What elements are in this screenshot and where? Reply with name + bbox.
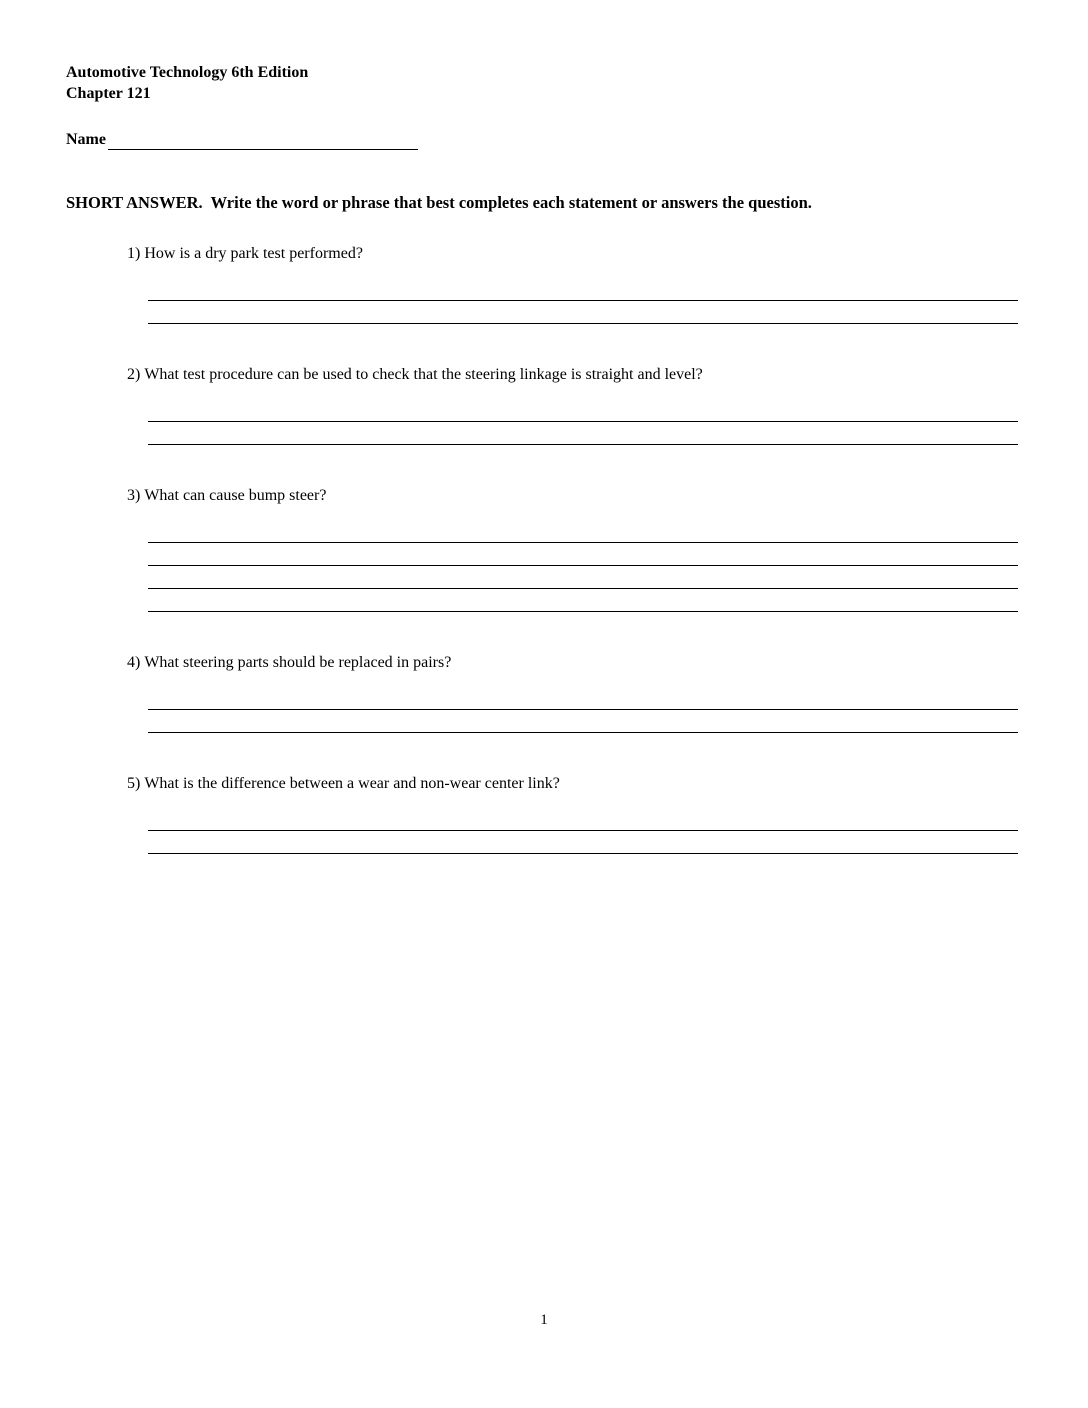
question-text-body: What test procedure can be used to check that the steering linkage is straight and level? xyxy=(144,366,703,383)
answer-line xyxy=(148,278,1018,301)
question-text xyxy=(127,773,1018,794)
question xyxy=(66,364,1018,445)
answer-line xyxy=(148,687,1018,710)
question xyxy=(66,652,1018,733)
answer-line xyxy=(148,422,1018,445)
question xyxy=(66,485,1018,612)
answer-line xyxy=(148,520,1018,543)
question-number: 1) xyxy=(127,245,141,262)
answer-lines xyxy=(148,278,1018,324)
chapter-label: Chapter 121 xyxy=(66,85,151,102)
name-blank-line xyxy=(108,131,418,150)
question-text xyxy=(127,364,1018,385)
answer-line xyxy=(148,566,1018,589)
question-text-body: What steering parts should be replaced in pairs? xyxy=(144,654,452,671)
question-list xyxy=(66,243,1018,854)
answer-line xyxy=(148,399,1018,422)
page-number: 1 xyxy=(540,1312,548,1328)
answer-lines xyxy=(148,687,1018,733)
question-number: 3) xyxy=(127,487,141,504)
answer-line xyxy=(148,301,1018,324)
question xyxy=(66,243,1018,324)
answer-lines xyxy=(148,808,1018,854)
question-text-body: What is the difference between a wear and non-wear center link? xyxy=(144,775,560,792)
question xyxy=(66,773,1018,854)
name-row xyxy=(66,130,1018,150)
answer-line xyxy=(148,543,1018,566)
question-text xyxy=(127,652,1018,673)
answer-lines xyxy=(148,399,1018,445)
question-number: 4) xyxy=(127,654,141,671)
answer-line xyxy=(148,710,1018,733)
question-text xyxy=(127,243,1018,264)
question-text xyxy=(127,485,1018,506)
answer-line xyxy=(148,808,1018,831)
question-text-body: How is a dry park test performed? xyxy=(144,245,363,262)
answer-line xyxy=(148,831,1018,854)
section-heading: SHORT ANSWER. Write the word or phrase that best completes each statement or answers the question. xyxy=(66,193,812,212)
document-title: Automotive Technology 6th Edition xyxy=(66,64,309,81)
question-number: 5) xyxy=(127,775,141,792)
answer-lines xyxy=(148,520,1018,612)
question-number: 2) xyxy=(127,366,141,383)
question-text-body: What can cause bump steer? xyxy=(144,487,327,504)
name-label: Name xyxy=(66,131,106,148)
answer-line xyxy=(148,589,1018,612)
